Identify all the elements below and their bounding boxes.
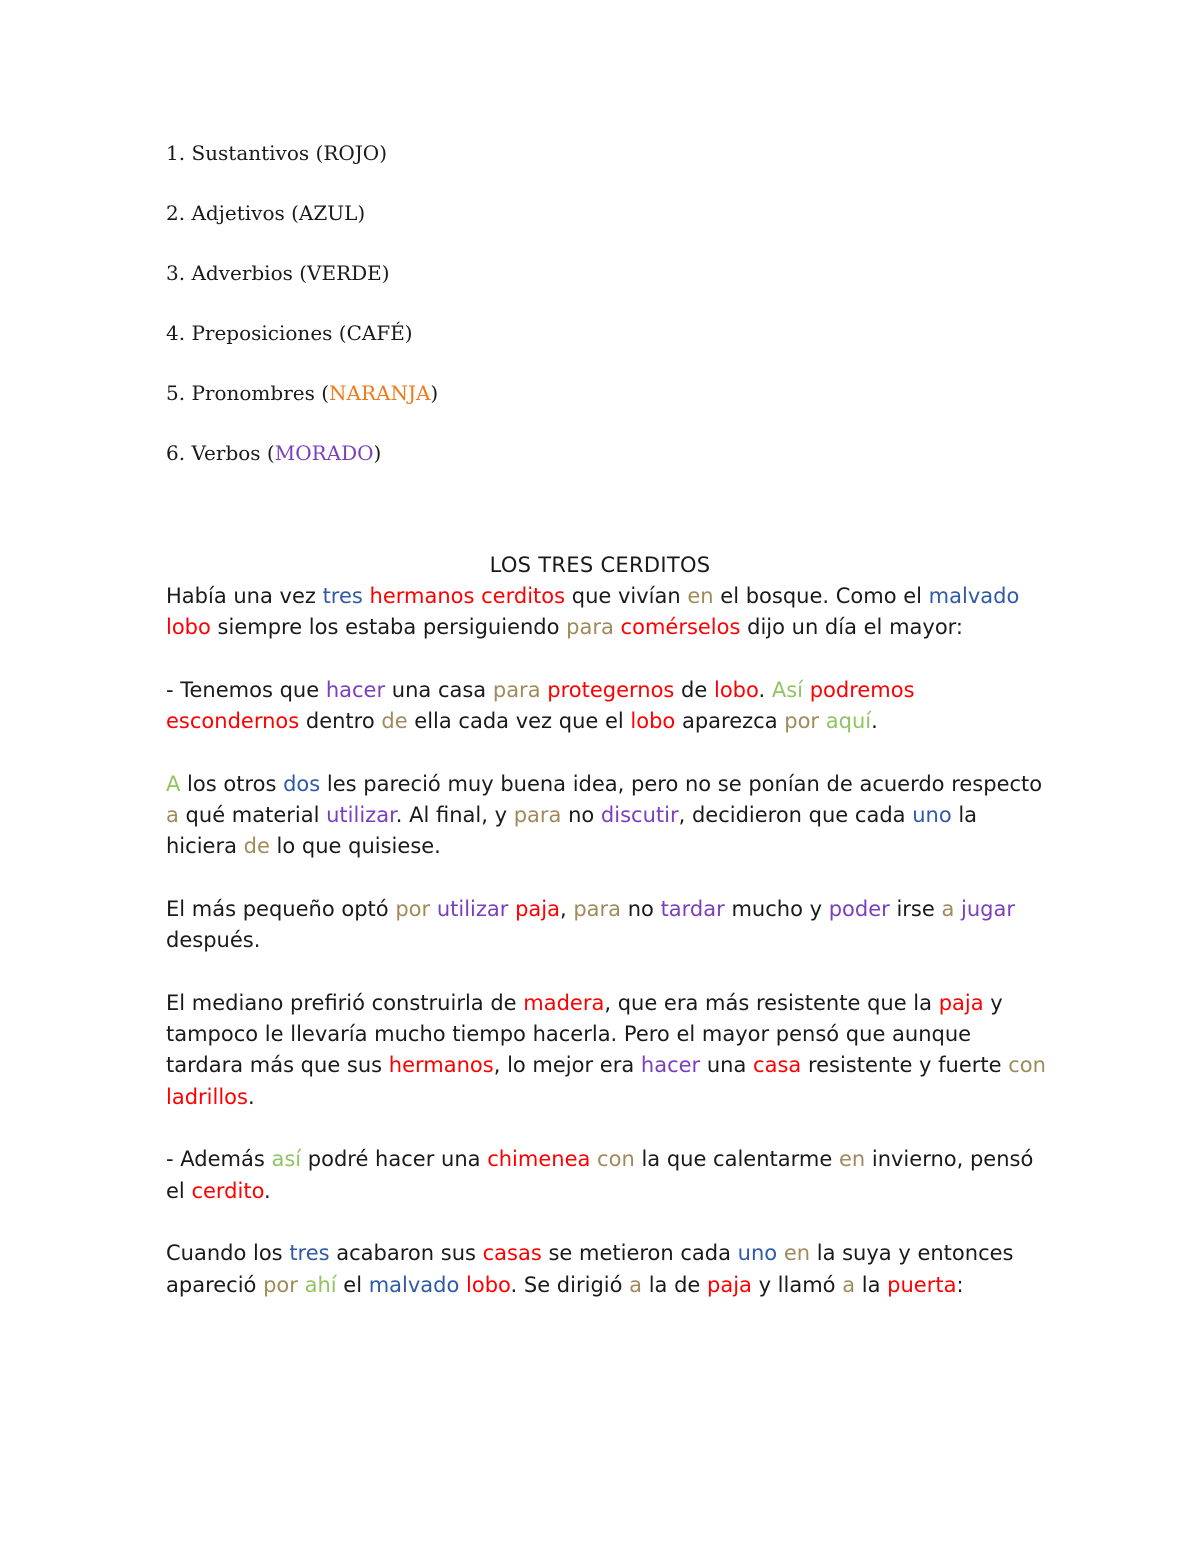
- story-title: LOS TRES CERDITOS: [489, 553, 711, 577]
- word-purple: utilizar: [326, 803, 396, 828]
- story-body: [166, 549, 1046, 1332]
- word-red: paja: [938, 990, 984, 1015]
- text-run: . Al final, y: [395, 803, 514, 828]
- story-paragraph: [166, 894, 1046, 957]
- text-run: .: [871, 709, 878, 734]
- word-green: así: [271, 1147, 302, 1172]
- text-run: resistente y fuerte: [801, 1053, 1009, 1078]
- text-run: una casa: [385, 677, 493, 702]
- word-brown: por: [263, 1272, 298, 1297]
- legend-item: [166, 138, 438, 198]
- text-run: la que calentarme: [634, 1147, 839, 1172]
- word-brown: a: [842, 1272, 856, 1297]
- word-red: puerta: [887, 1272, 957, 1297]
- text-run: dijo un día el mayor:: [740, 615, 964, 640]
- text-run: los otros: [180, 771, 284, 796]
- word-brown: de: [243, 834, 270, 859]
- text-run: que vivían: [565, 584, 688, 608]
- word-brown: con: [1008, 1053, 1046, 1078]
- word-brown: de: [381, 709, 408, 734]
- word-blue: uno: [912, 803, 952, 828]
- word-green: Así: [771, 677, 803, 702]
- text-run: y tampoco le llevaría mucho tiempo hacerla. Pero el mayor pensó que aunque tardara más que sus: [166, 990, 1003, 1078]
- text-run: acabaron sus: [329, 1241, 483, 1266]
- text-run: lo que quisiese.: [269, 834, 441, 859]
- text-run: [363, 584, 370, 608]
- word-orange: NARANJA: [329, 381, 431, 405]
- text-run: ,: [559, 896, 574, 921]
- word-red: lobo: [630, 709, 676, 734]
- text-run: [298, 1273, 305, 1297]
- text-run: les pareció muy buena idea, pero no se ponían de acuerdo respecto: [320, 771, 1043, 796]
- word-red: casa: [753, 1053, 802, 1078]
- text-run: - Además: [166, 1147, 272, 1172]
- text-run: 4. Preposiciones (CAFÉ): [166, 321, 413, 345]
- text-run: ): [373, 441, 382, 465]
- word-green: aquí: [825, 709, 872, 734]
- word-brown: en: [783, 1241, 811, 1266]
- word-red: hermanos: [388, 1053, 494, 1078]
- text-run: el bosque. Como el: [713, 584, 929, 608]
- story-paragraph: [166, 988, 1046, 1114]
- word-blue: malvado: [368, 1272, 460, 1297]
- word-red: paja: [515, 896, 560, 921]
- story-paragraph: [166, 1144, 1046, 1207]
- text-run: Había una vez: [166, 584, 323, 608]
- word-purple: jugar: [961, 896, 1015, 921]
- text-run: ): [430, 381, 439, 405]
- legend-item: [166, 438, 438, 498]
- word-brown: por: [395, 896, 431, 921]
- word-red: protegernos: [547, 677, 675, 702]
- word-brown: a: [629, 1272, 643, 1297]
- text-run: El mediano prefirió construirla de: [166, 990, 524, 1015]
- text-run: no: [561, 803, 601, 828]
- text-run: - Tenemos que: [166, 677, 326, 702]
- word-red: escondernos: [166, 709, 300, 734]
- text-run: se metieron cada: [541, 1241, 738, 1266]
- word-blue: uno: [737, 1241, 778, 1266]
- text-run: la de: [642, 1272, 707, 1297]
- text-run: podré hacer una: [301, 1147, 488, 1172]
- text-run: no: [621, 896, 661, 921]
- text-run: , decidieron que cada: [678, 803, 913, 828]
- text-run: 3. Adverbios (VERDE): [166, 261, 390, 285]
- text-run: , lo mejor era: [493, 1053, 641, 1078]
- text-run: la hiciera: [166, 803, 978, 859]
- word-red: hermanos cerditos: [369, 584, 566, 608]
- text-run: Cuando los: [166, 1241, 290, 1266]
- text-run: después.: [166, 928, 261, 953]
- word-green: A: [166, 771, 181, 796]
- word-purple: tardar: [660, 896, 725, 921]
- word-brown: para: [573, 896, 622, 921]
- word-brown: con: [597, 1147, 635, 1172]
- text-run: . Se dirigió: [510, 1272, 630, 1297]
- text-run: El más pequeño optó: [166, 896, 396, 921]
- text-run: 5. Pronombres (: [166, 381, 330, 405]
- word-brown: para: [492, 677, 541, 702]
- text-run: irse: [889, 896, 942, 921]
- word-brown: para: [566, 615, 614, 640]
- word-red: chimenea: [487, 1147, 591, 1172]
- text-run: [614, 615, 621, 639]
- word-purple: utilizar: [436, 896, 509, 921]
- legend-item: [166, 318, 438, 378]
- word-purple: MORADO: [274, 441, 374, 465]
- text-run: [803, 678, 810, 702]
- text-run: y llamó: [751, 1272, 843, 1297]
- text-run: la: [855, 1272, 888, 1297]
- word-red: lobo: [713, 677, 759, 702]
- word-red: ladrillos: [166, 1084, 248, 1109]
- story-paragraph: [166, 769, 1046, 863]
- text-run: [777, 1241, 784, 1265]
- story-paragraph: [166, 675, 1046, 738]
- legend-item: [166, 378, 438, 438]
- word-red: paja: [707, 1272, 752, 1297]
- text-run: [430, 897, 437, 921]
- text-run: , que era más resistente que la: [604, 990, 939, 1015]
- word-red: lobo: [466, 1272, 511, 1297]
- text-run: [954, 897, 961, 921]
- word-red: lobo: [166, 615, 211, 640]
- text-run: dentro: [299, 709, 382, 734]
- text-run: siempre los estaba persiguiendo: [210, 615, 567, 640]
- story-paragraphs: [166, 581, 1046, 1301]
- word-red: podremos: [809, 677, 915, 702]
- word-purple: hacer: [640, 1053, 701, 1078]
- text-run: [819, 709, 826, 733]
- text-run: aparezca: [675, 709, 785, 734]
- word-brown: en: [838, 1147, 866, 1172]
- text-run: 6. Verbos (: [166, 441, 275, 465]
- word-blue: dos: [283, 771, 321, 796]
- text-run: .: [264, 1178, 271, 1203]
- text-run: qué material: [178, 803, 327, 828]
- text-run: :: [956, 1272, 964, 1297]
- word-green: ahí: [304, 1272, 337, 1297]
- word-blue: malvado: [928, 584, 1020, 608]
- word-blue: tres: [322, 584, 363, 608]
- legend-item: [166, 258, 438, 318]
- word-brown: para: [513, 803, 562, 828]
- text-run: de: [674, 677, 714, 702]
- word-purple: hacer: [325, 677, 386, 702]
- text-run: invierno, pensó el: [166, 1147, 1034, 1203]
- text-run: .: [758, 677, 772, 702]
- text-run: ella cada vez que el: [407, 709, 631, 734]
- text-run: 1. Sustantivos (ROJO): [166, 141, 387, 165]
- word-purple: poder: [828, 896, 890, 921]
- word-purple: discutir: [600, 803, 679, 828]
- word-red: casas: [482, 1241, 542, 1266]
- legend-item: [166, 198, 438, 258]
- story-paragraph: [166, 581, 1046, 644]
- word-red: madera: [523, 990, 605, 1015]
- word-red: cerdito: [191, 1178, 265, 1203]
- text-run: el: [336, 1272, 369, 1297]
- text-run: la suya y entonces apareció: [166, 1241, 1014, 1297]
- word-brown: en: [687, 584, 714, 608]
- story-paragraph: [166, 1238, 1046, 1301]
- text-run: mucho y: [724, 896, 829, 921]
- word-red: comérselos: [620, 615, 741, 640]
- word-brown: a: [941, 896, 955, 921]
- text-run: 2. Adjetivos (AZUL): [166, 201, 366, 225]
- word-brown: a: [166, 803, 179, 828]
- word-blue: tres: [289, 1241, 330, 1266]
- text-run: una: [700, 1053, 754, 1078]
- category-legend-list: [166, 138, 438, 498]
- text-run: .: [247, 1084, 255, 1109]
- word-brown: por: [784, 709, 820, 734]
